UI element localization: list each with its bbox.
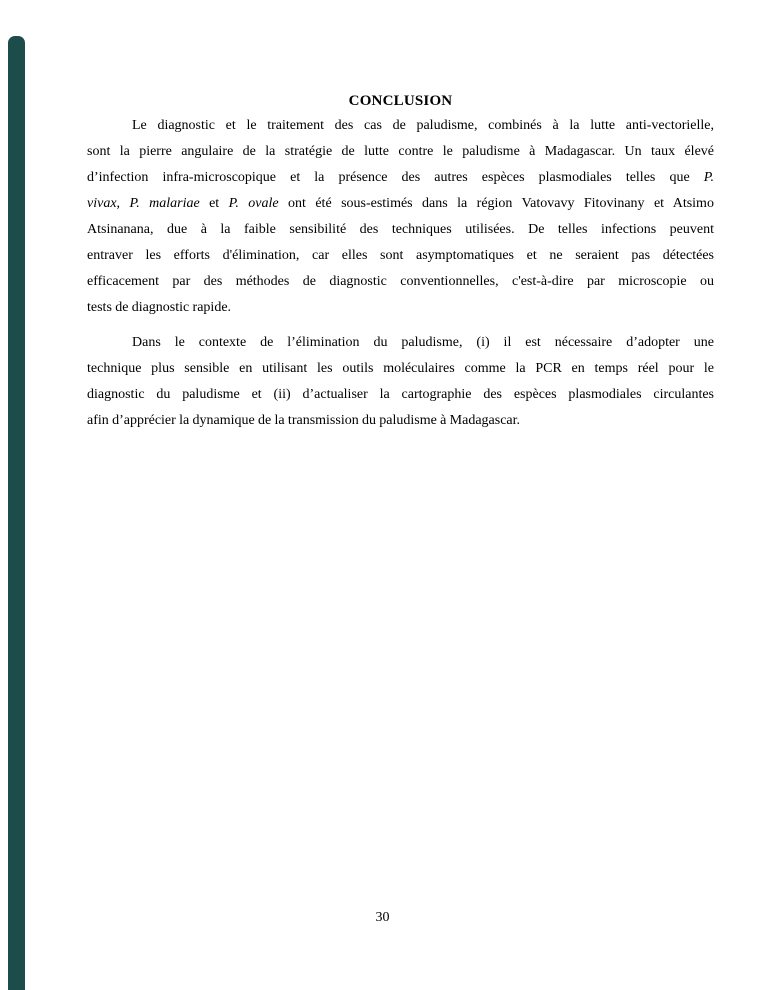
text-segment: d’infection infra-microscopique et la présence des autres espèces plasmodiales telles que [87,170,704,185]
text-segment: , [116,196,130,211]
text-line [87,269,714,295]
text-segment: entraver les efforts d'élimination, car elles sont asymptomatiques et ne seraient pas détectées [87,248,714,263]
text-line [87,408,714,434]
text-segment: technique plus sensible en utilisant les outils moléculaires comme la PCR en temps réel pour le [87,361,714,376]
text-line [87,217,714,243]
text-line [87,139,714,165]
text-line [87,243,714,269]
paragraph-conclusion-2 [87,330,714,434]
text-segment: Atsinanana, due à la faible sensibilité des techniques utilisées. De telles infections peuvent [87,222,714,237]
text-segment: afin d’apprécier la dynamique de la transmission du paludisme à Madagascar. [87,413,521,428]
italic-species-name: P. [703,170,714,185]
text-segment: Le diagnostic et le traitement des cas de paludisme, combinés à la lutte anti-vectorielle, [132,118,714,133]
text-line [87,165,714,191]
text-segment: efficacement par des méthodes de diagnostic conventionnelles, c'est-à-dire par microscopie ou [87,274,714,289]
paragraph-conclusion-1 [87,113,714,321]
text-line [87,113,714,139]
text-segment: tests de diagnostic rapide. [87,300,232,315]
text-segment: sont la pierre angulaire de la stratégie de lutte contre le paludisme à Madagascar. Un taux élevé [87,144,714,159]
text-segment: diagnostic du paludisme et (ii) d’actualiser la cartographie des espèces plasmodiales circulantes [87,387,714,402]
text-segment: ont été sous-estimés dans la région Vatovavy Fitovinany et Atsimo [278,196,714,211]
text-segment: Dans le contexte de l’élimination du paludisme, (i) il est nécessaire d’adopter une [132,335,714,350]
text-line [87,382,714,408]
italic-species-name: P. ovale [228,196,279,211]
text-line [87,191,714,217]
text-line [87,330,714,356]
page-title: CONCLUSION [348,93,453,109]
page-number: 30 [375,910,390,925]
text-line [87,356,714,382]
text-segment: et [199,196,229,211]
italic-species-name: vivax [87,196,117,211]
italic-species-name: P. malariae [129,196,200,211]
left-scrollbar-thumb[interactable] [8,36,25,990]
text-line [87,295,714,321]
